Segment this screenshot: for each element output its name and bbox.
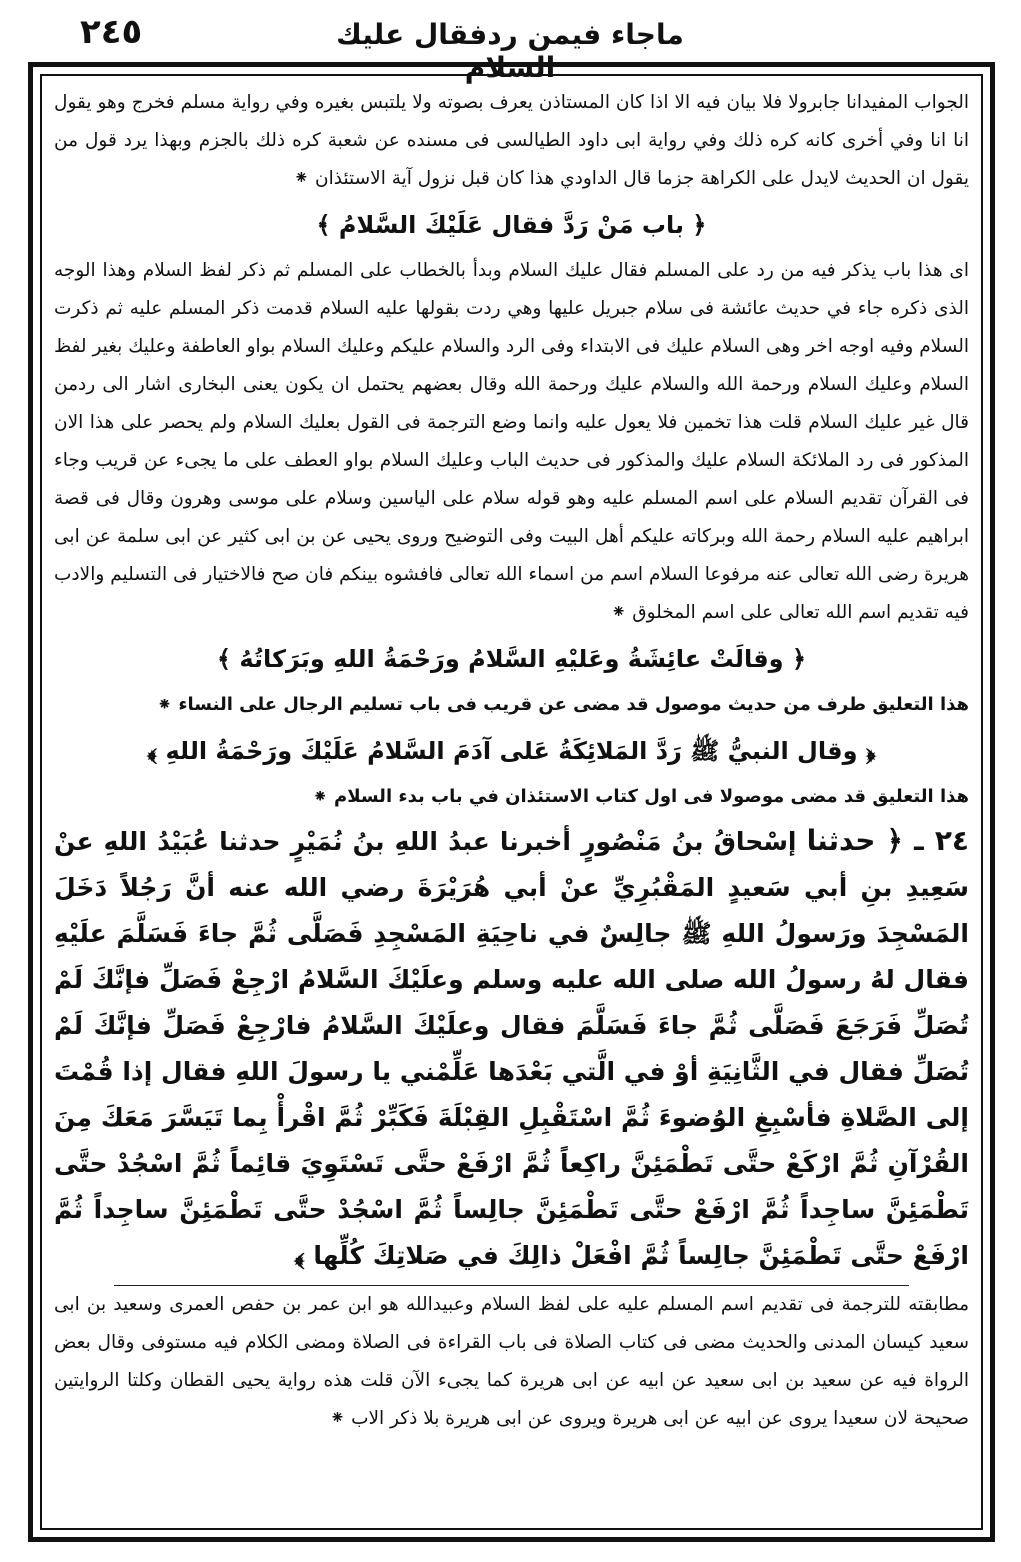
closing-paragraph: مطابقته للترجمة فى تقديم اسم المسلم عليه على لفظ السلام وعبيدالله هو ابن عمر بن حفص العمرى وسعيد بن ابى سعيد كيسان المدنى والحديث مضى فى كتاب الصلاة فى باب القراءة فى الصلاة ومضى الكلام فيه مستوفى وقال بعض الرواة فيه عن سعيد بن ابى سعيد عن ابيه عن ابى هريرة كما يجىء الآن قلت هذه رواية يحيى القطان وكلتا الروايتين صحيحة لان سعيدا يروى عن ابيه عن ابى هريرة ويروى عن ابى هريرة بلا ذكر الاب ⁕ bbox=[54, 1294, 969, 1429]
hadith-body: إسْحاقُ بنُ مَنْصُورٍ أخبرنا عبدُ اللهِ بنُ نُمَيْرٍ حدثنا عُبَيْدُ اللهِ عنْ سَعِيدِ بنِ أبي سَعيدٍ المَقْبُرِيِّ عنْ أبي هُرَيْرَةَ رضي الله عنه أنَّ رَجُلاً دَخَلَ المَسْجِدَ ورَسولُ اللهِ ﷺ جالِسٌ في ناحِيَةِ المَسْجِدِ فَصَلَّى ثُمَّ جاءَ فَسَلَّمَ علَيْهِ فقال لهُ رسولُ الله صلى الله عليه وسلم وعلَيْكَ السَّلامُ ارْجِعْ فَصَلِّ فإنَّكَ لَمْ تُصَلِّ فَرَجَعَ فَصَلَّى ثُمَّ جاءَ فَسَلَّمَ فقال وعلَيْكَ السَّلامُ فارْجِعْ فَصَلِّ فإنَّكَ لَمْ تُصَلِّ فقال في الثَّانِيَةِ أوْ في الَّتي بَعْدَها عَلِّمْني يا رسولَ اللهِ فقال إذا قُمْتَ إلى الصَّلاةِ فأسْبِغِ الوُضوءَ ثُمَّ اسْتَقْبِلِ القِبْلَةَ فَكَبِّرْ ثُمَّ اقْرأْ بِما تَيَسَّرَ مَعَكَ مِنَ القُرْآنِ ثُمَّ ارْكَعْ حتَّى تَطْمَئِنَّ راكِعاً ثُمَّ ارْفَعْ حتَّى تَسْتَوِيَ قائِماً ثُمَّ اسْجُدْ حتَّى تَطْمَئِنَّ ساجِداً ثُمَّ ارْفَعْ حتَّى تَطْمَئِنَّ جالِساً ثُمَّ اسْجُدْ حتَّى تَطْمَئِنَّ ساجِداً ثُمَّ ارْفَعْ حتَّى تَطْمَئِنَّ جالِساً ثُمَّ افْعَلْ ذالِكَ في صَلاتِكَ كُلِّها ﴾ bbox=[54, 827, 969, 1270]
aisha-heading: ﴿ وقالَتْ عائِشَةُ وعَليْهِ السَّلامُ ورَحْمَةُ اللهِ وبَرَكاتُهُ ﴾ bbox=[216, 645, 807, 673]
page-number: ٢٤٥ bbox=[80, 12, 143, 52]
commentary-paragraph: اى هذا باب يذكر فيه من رد على المسلم فقال عليك السلام وبدأ بالخطاب على المسلم ثم ذكر لفظ السلام وهذا الوجه الذى ذكره جاء في حديث عائشة فى سلام جبريل عليها وهي ردت بقولها عليه السلام قدمت ذكر المسلم عليه ثم ذكرت السلام وفيه اوجه اخر وهى السلام عليك فى الابتداء وفى الرد والسلام عليكم وعليك السلام بواو العاطفة وعليك بغير لفظ السلام وعليك السلام ورحمة الله والسلام عليك ورحمة الله وقال بعضهم يحتمل ان يكون يعنى البخارى اشار الى ردمن قال غير عليك السلام قلت هذا تخمين فلا يعول عليه وانما وضع الترجمة فى القول بعليك السلام ولم يحصر على هذا الان المذكور فى رد الملائكة السلام عليك والمذكور فى حديث الباب وعليك السلام بواو العطف على ما يجىء عن قريب وجاء فى القرآن تقديم السلام على اسم المسلم عليه وهو قوله سلام على الياسين وسلام على موسى وهرون وقال فى قصة ابراهيم عليه السلام رحمة الله وبركاته عليكم أهل البيت وفى التوضيح وروى يحيى عن بن ابى كثير عن ابى سلمة عن ابى هريرة رضى الله تعالى عنه مرفوعا السلام اسم من اسماء الله تعالى فافشوه بينكم فان صح فالاختيار فى التسليم والادب فيه تقديم اسم الله تعالى على اسم المخلوق ⁕ bbox=[54, 260, 969, 623]
page-content bbox=[54, 84, 969, 1520]
intro-paragraph: الجواب المفيدانا جابرولا فلا بيان فيه الا اذا كان المستاذن يعرف بصوته ولا يلتبس بغيره وفي رواية مسلم فخرج وهو يقول انا انا وفي أخرى كانه كره ذلك وفي رواية ابى داود الطيالسى فى مسنده عن شعبة كره ذلك بالجزم وبهذا يرد قول من يقول ان الحديث لايدل على الكراهة جزما قال الداودي هذا كان قبل نزول آية الاستئذان ⁕ bbox=[54, 92, 969, 189]
running-title: ماجاء فيمن ردفقال عليك السلام bbox=[336, 18, 684, 84]
prophet-note: هذا التعليق قد مضى موصولا فى اول كتاب الاستئذان في باب بدء السلام ⁕ bbox=[312, 786, 969, 807]
aisha-note: هذا التعليق طرف من حديث موصول قد مضى عن قريب فى باب تسليم الرجال على النساء ⁕ bbox=[156, 694, 969, 715]
hadith-text bbox=[54, 818, 969, 1279]
hadith-number: ٢٤ ـ ﴿ حدثنا bbox=[806, 824, 969, 857]
prophet-heading: ﴿ وقال النبيُّ ﷺ رَدَّ المَلائِكَةُ عَلى آدَمَ السَّلامُ عَلَيْكَ ورَحْمَةُ اللهِ ﴾ bbox=[147, 737, 876, 765]
chapter-heading: ﴿ باب مَنْ رَدَّ فقال عَلَيْكَ السَّلامُ ﴾ bbox=[316, 211, 707, 239]
